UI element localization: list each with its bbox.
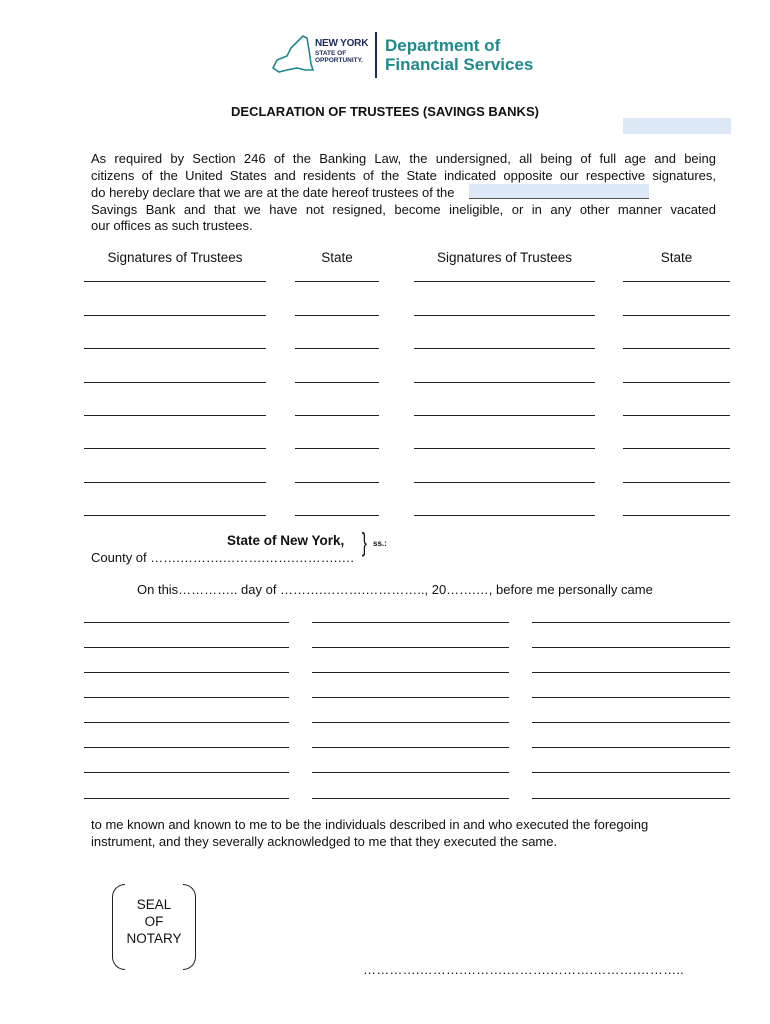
appearing-person-line-r2-c1[interactable] [84,647,289,648]
logo-tagline-1: STATE OF [315,50,347,57]
appearing-person-line-r6-c1[interactable] [84,747,289,748]
column-header-state-2: State [660,250,693,265]
trustee-signature-line-r3-c4[interactable] [623,348,730,349]
page-title: DECLARATION OF TRUSTEES (SAVINGS BANKS) [231,104,539,119]
trustee-signature-line-r3-c1[interactable] [84,348,266,349]
appearing-person-line-r4-c1[interactable] [84,697,289,698]
appearing-person-line-r1-c2[interactable] [312,622,509,623]
trustee-signature-line-r7-c1[interactable] [84,482,266,483]
trustee-signature-line-r8-c2[interactable] [295,515,379,516]
appearing-person-line-r4-c2[interactable] [312,697,509,698]
trustee-signature-line-r5-c3[interactable] [414,415,595,416]
column-header-state-1: State [321,250,353,265]
venue-state: State of New York, [227,533,345,548]
trustee-signature-line-r8-c4[interactable] [623,515,730,516]
trustee-signature-line-r8-c1[interactable] [84,515,266,516]
trustee-signature-line-r6-c3[interactable] [414,448,595,449]
trustee-signature-line-r8-c3[interactable] [414,515,595,516]
declaration-line-4: Savings Bank and that we have not resigned, become ineligible, or in any other manner vacated [91,201,716,217]
trustee-signature-line-r7-c3[interactable] [414,482,595,483]
appearing-person-line-r3-c1[interactable] [84,672,289,673]
acknowledgment-closing [91,817,731,850]
logo-dept-line1: Department of [385,36,501,55]
top-form-field[interactable] [623,118,731,134]
logo-divider [375,32,377,78]
appearing-person-line-r7-c2[interactable] [312,772,509,773]
trustee-signature-line-r6-c1[interactable] [84,448,266,449]
trustee-signature-line-r3-c3[interactable] [414,348,595,349]
declaration-line-3 [91,184,716,202]
declaration-line-2: citizens of the United States and residents of the State indicated opposite our respective signatures, [91,167,716,183]
appearing-person-line-r8-c2[interactable] [312,798,509,799]
logo-state-name: NEW YORK [315,38,369,49]
trustee-signature-line-r6-c2[interactable] [295,448,379,449]
trustee-signature-line-r7-c4[interactable] [623,482,730,483]
trustee-signature-line-r2-c1[interactable] [84,315,266,316]
appearing-person-line-r8-c3[interactable] [532,798,730,799]
trustee-signature-line-r4-c2[interactable] [295,382,379,383]
notary-seal-area [112,884,196,970]
seal-line-1: SEAL [136,897,172,912]
column-header-signatures-2: Signatures of Trustees [436,250,573,265]
appearing-person-line-r3-c3[interactable] [532,672,730,673]
trustee-signature-line-r1-c4[interactable] [623,281,730,282]
logo-dept-line2: Financial Services [385,55,534,74]
trustee-signature-line-r2-c4[interactable] [623,315,730,316]
appearing-person-line-r1-c1[interactable] [84,622,289,623]
appearing-person-line-r2-c2[interactable] [312,647,509,648]
appearing-person-line-r4-c3[interactable] [532,697,730,698]
venue-ss: ss.: [373,539,387,548]
trustee-signature-line-r1-c1[interactable] [84,281,266,282]
trustee-signature-line-r5-c4[interactable] [623,415,730,416]
notary-signature-line: ………….……….……….……….……….……….……….. [363,962,684,977]
appearing-person-line-r7-c1[interactable] [84,772,289,773]
declaration-line-5: our offices as such trustees. [91,218,253,234]
trustee-signature-line-r4-c3[interactable] [414,382,595,383]
column-header-signatures-1: Signatures of Trustees [107,250,243,265]
bank-name-field[interactable] [469,184,649,199]
trustee-signature-line-r4-c1[interactable] [84,382,266,383]
logo-tagline-2: OPPORTUNITY. [315,57,364,64]
trustee-signature-line-r3-c2[interactable] [295,348,379,349]
declaration-line-3-text: do hereby declare that we are at the date hereof trustees of the [91,185,455,201]
appearing-person-line-r5-c3[interactable] [532,722,730,723]
declaration-paragraph [91,151,716,235]
appearing-person-line-r3-c2[interactable] [312,672,509,673]
seal-label [112,896,196,947]
appearance-statement: On this………….. day of ……….……….………….., 20…….…, before me personally came [137,582,653,597]
closing-line-1: to me known and known to me to be the individuals described in and who executed the foregoing [91,817,649,832]
appearing-person-line-r5-c2[interactable] [312,722,509,723]
trustee-signature-line-r5-c1[interactable] [84,415,266,416]
logo-state-tagline [315,50,363,64]
declaration-line-1: As required by Section 246 of the Banking Law, the undersigned, all being of full age and being [91,151,716,166]
trustee-signature-line-r6-c4[interactable] [623,448,730,449]
appearing-person-line-r2-c3[interactable] [532,647,730,648]
closing-line-2: instrument, and they severally acknowledged to me that they executed the same. [91,833,558,849]
trustee-signature-line-r1-c3[interactable] [414,281,595,282]
trustee-signature-line-r4-c4[interactable] [623,382,730,383]
appearing-person-line-r7-c3[interactable] [532,772,730,773]
trustee-signature-line-r2-c3[interactable] [414,315,595,316]
dfs-logo [267,30,537,82]
seal-line-2: OF [144,914,164,929]
appearing-person-line-r5-c1[interactable] [84,722,289,723]
seal-line-3: NOTARY [126,931,182,946]
new-york-state-map-icon [267,30,317,80]
trustee-signature-line-r5-c2[interactable] [295,415,379,416]
trustee-signature-line-r1-c2[interactable] [295,281,379,282]
trustee-signature-line-r2-c2[interactable] [295,315,379,316]
venue-county: County of …….……….……….…….……….…. [91,550,354,565]
appearing-person-line-r1-c3[interactable] [532,622,730,623]
appearing-person-line-r8-c1[interactable] [84,798,289,799]
trustee-signature-line-r7-c2[interactable] [295,482,379,483]
appearing-person-line-r6-c3[interactable] [532,747,730,748]
appearing-person-line-r6-c2[interactable] [312,747,509,748]
venue-brace: } [361,527,367,557]
